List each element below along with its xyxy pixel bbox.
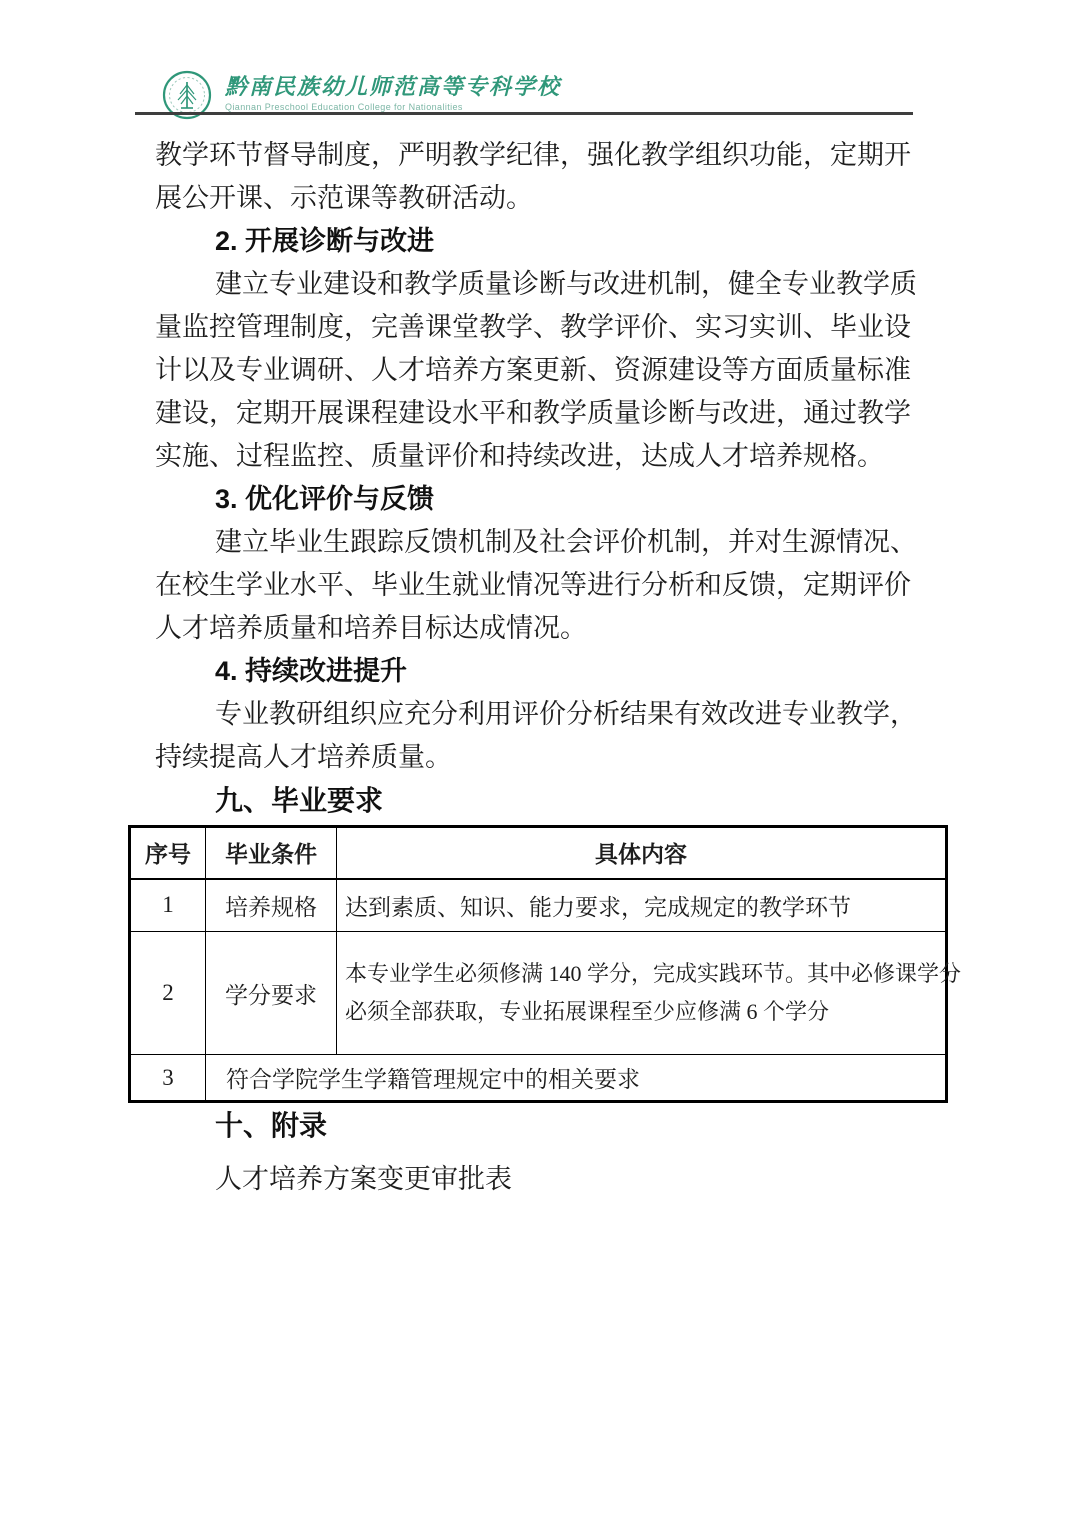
- body-text: [155, 134, 915, 822]
- col-header-content: 具体内容: [337, 827, 947, 879]
- row-content: [337, 932, 962, 1055]
- table-row: [130, 932, 947, 1055]
- row-number: 3: [130, 1055, 206, 1102]
- text-line: 实施、过程监控、质量评价和持续改进，达成人才培养规格。: [155, 441, 884, 471]
- row-content-merged: 符合学院学生学籍管理规定中的相关要求: [206, 1055, 947, 1102]
- college-name-zh: 黔南民族幼儿师范高等专科学校: [225, 74, 562, 99]
- table-header-row: [130, 827, 947, 879]
- text-line: 量监控管理制度，完善课堂教学、教学评价、实习实训、毕业设: [155, 312, 911, 342]
- row-condition: 学分要求: [206, 932, 337, 1055]
- col-header-condition: 毕业条件: [206, 827, 337, 879]
- section-title-appendix: 十、附录: [215, 1110, 328, 1141]
- row-content: 达到素质、知识、能力要求，完成规定的教学环节: [337, 879, 947, 932]
- text-line: 专业教研组织应充分利用评价分析结果有效改进专业教学，: [215, 699, 917, 729]
- row-number: 1: [130, 879, 206, 932]
- header-divider: [135, 112, 913, 115]
- text-line: 持续提高人才培养质量。: [155, 742, 452, 772]
- row-number: 2: [130, 932, 206, 1055]
- text-line: 建设，定期开展课程建设水平和教学质量诊断与改进，通过教学: [155, 398, 911, 428]
- text-line: 建立毕业生跟踪反馈机制及社会评价机制，并对生源情况、: [215, 527, 917, 557]
- content-line: 必须全部获取，专业拓展课程至少应修满 6 个学分: [345, 999, 830, 1024]
- text-line: 展公开课、示范课等教研活动。: [155, 183, 533, 213]
- row-condition: 培养规格: [206, 879, 337, 932]
- text-line: 人才培养质量和培养目标达成情况。: [155, 613, 587, 643]
- col-header-number: 序号: [130, 827, 206, 879]
- content-line: 本专业学生必须修满 140 学分，完成实践环节。其中必修课学分: [345, 961, 962, 986]
- section-title-graduation-requirements: 九、毕业要求: [215, 785, 384, 816]
- heading-continuous-improvement: 4. 持续改进提升: [215, 656, 408, 686]
- text-line: 教学环节督导制度，严明教学纪律，强化教学组织功能，定期开: [155, 140, 911, 170]
- text-line: 计以及专业调研、人才培养方案更新、资源建设等方面质量标准: [155, 355, 911, 385]
- text-line: 在校生学业水平、毕业生就业情况等进行分析和反馈，定期评价: [155, 570, 911, 600]
- appendix-item: 人才培养方案变更审批表: [215, 1164, 512, 1194]
- text-line: 建立专业建设和教学质量诊断与改进机制，健全专业教学质: [215, 269, 917, 299]
- graduation-requirements-table: [128, 825, 962, 1103]
- college-name-en: Qiannan Preschool Education College for Nationalities: [225, 102, 463, 112]
- heading-diagnosis-improvement: 2. 开展诊断与改进: [215, 226, 435, 256]
- table-row: [130, 1055, 947, 1102]
- heading-evaluation-feedback: 3. 优化评价与反馈: [215, 484, 435, 514]
- college-name-block: [225, 70, 561, 112]
- table-row: [130, 879, 947, 932]
